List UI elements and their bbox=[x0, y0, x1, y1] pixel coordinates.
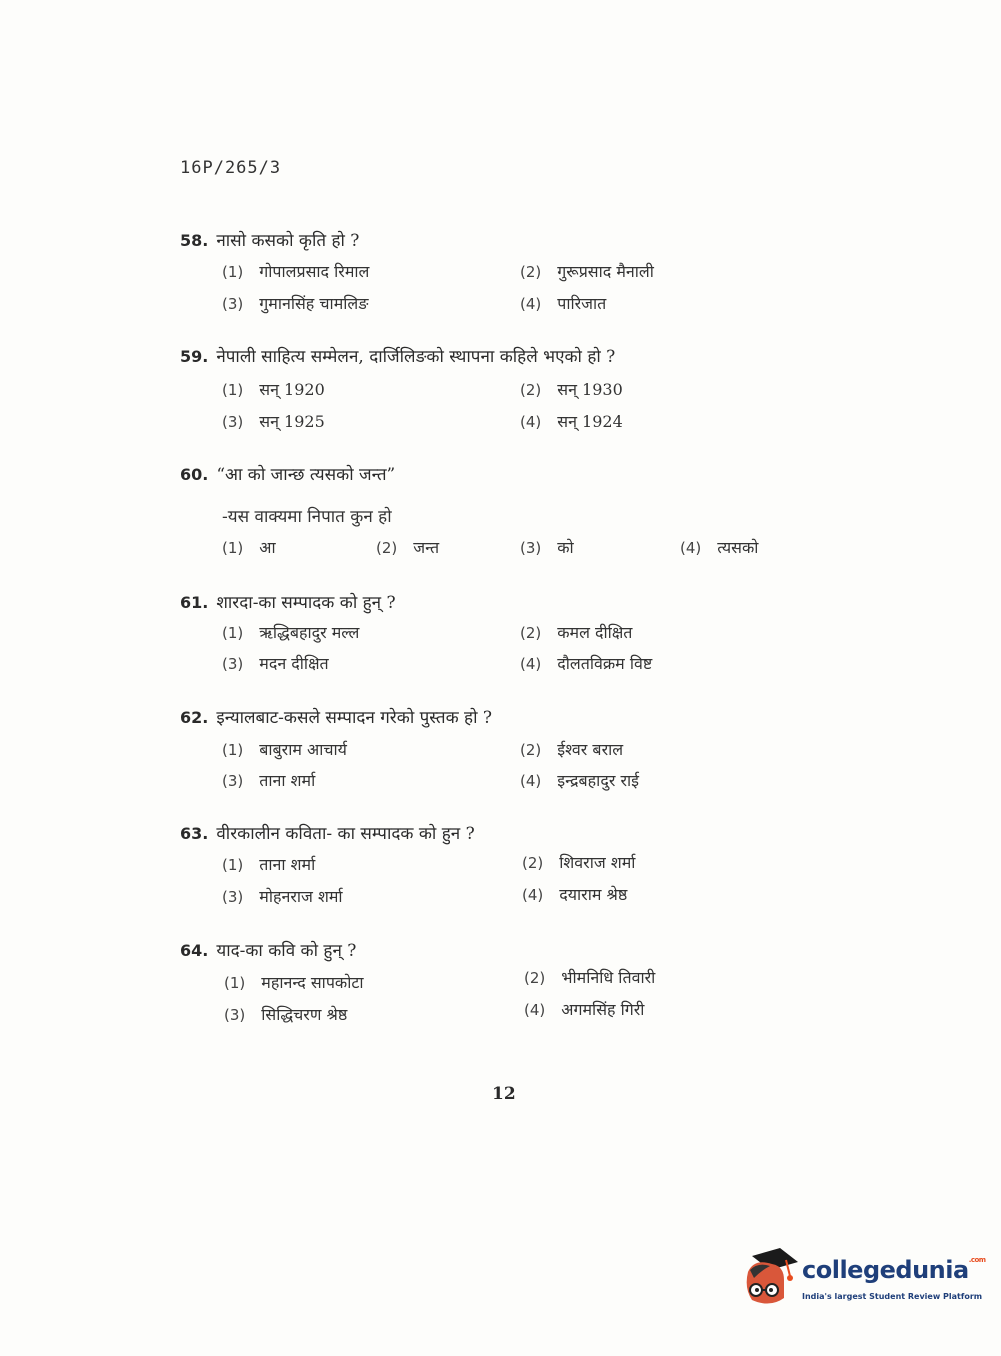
option-number: (4) bbox=[520, 295, 542, 313]
option-text: दयाराम श्रेष्ठ bbox=[559, 885, 628, 904]
option-number: (4) bbox=[520, 772, 542, 790]
question-number: 62. bbox=[180, 708, 209, 727]
option-2 bbox=[520, 260, 654, 282]
option-4 bbox=[520, 410, 623, 432]
option-number: (3) bbox=[520, 539, 542, 557]
mascot-icon bbox=[740, 1248, 800, 1314]
option-number: (1) bbox=[222, 741, 244, 759]
option-number: (2) bbox=[520, 741, 542, 759]
option-text: जन्त bbox=[413, 538, 440, 557]
option-number: (3) bbox=[222, 772, 244, 790]
option-text: मदन दीक्षित bbox=[259, 654, 329, 673]
option-number: (2) bbox=[522, 854, 544, 872]
option-text: अगमसिंह गिरी bbox=[561, 1000, 645, 1019]
option-1 bbox=[222, 378, 325, 400]
option-text: सिद्धिचरण श्रेष्ठ bbox=[261, 1005, 348, 1024]
option-4 bbox=[520, 292, 606, 314]
option-text: ईश्वर बराल bbox=[557, 740, 624, 759]
question-number: 60. bbox=[180, 465, 209, 484]
option-number: (4) bbox=[520, 655, 542, 673]
option-text: मोहनराज शर्मा bbox=[259, 887, 343, 906]
option-4 bbox=[520, 769, 639, 791]
option-3 bbox=[224, 1003, 347, 1025]
option-text: त्यसको bbox=[717, 538, 759, 557]
option-3 bbox=[222, 292, 368, 314]
option-number: (2) bbox=[376, 539, 398, 557]
option-3 bbox=[222, 769, 315, 791]
option-2 bbox=[522, 851, 635, 873]
question-number: 63. bbox=[180, 824, 209, 843]
option-1 bbox=[222, 853, 315, 875]
option-1 bbox=[222, 260, 369, 282]
option-number: (1) bbox=[222, 624, 244, 642]
question-text bbox=[180, 938, 356, 961]
option-text: इन्द्रबहादुर राई bbox=[557, 771, 639, 790]
logo-name: collegedunia bbox=[802, 1256, 969, 1284]
option-2 bbox=[524, 966, 655, 988]
option-3 bbox=[222, 885, 343, 907]
option-2 bbox=[376, 536, 439, 558]
option-text: बाबुराम आचार्य bbox=[259, 740, 347, 759]
option-text: शिवराज शर्मा bbox=[559, 853, 636, 872]
option-number: (3) bbox=[224, 1006, 246, 1024]
option-text: भीमनिधि तिवारी bbox=[561, 968, 656, 987]
option-text: गोपालप्रसाद रिमाल bbox=[259, 262, 370, 281]
question-number: 64. bbox=[180, 941, 209, 960]
option-text: आ bbox=[259, 538, 276, 557]
option-text: सन् 1930 bbox=[557, 380, 623, 399]
option-1 bbox=[224, 971, 364, 993]
option-text: सन् 1925 bbox=[259, 412, 325, 431]
question-stem: “आ को जान्छ त्यसको जन्त” bbox=[216, 465, 396, 485]
question-text bbox=[180, 344, 615, 367]
question-text bbox=[180, 705, 492, 728]
question-stem: इन्यालबाट-कसले सम्पादन गरेको पुस्तक हो ? bbox=[216, 708, 492, 728]
option-number: (4) bbox=[522, 886, 544, 904]
logo-tagline: India's largest Student Review Platform bbox=[802, 1292, 983, 1301]
option-text: को bbox=[557, 538, 574, 557]
question-stem: शारदा-का सम्पादक को हुन् ? bbox=[216, 593, 396, 613]
option-text: ताना शर्मा bbox=[259, 771, 316, 790]
option-3 bbox=[222, 410, 325, 432]
option-4 bbox=[680, 536, 758, 558]
option-number: (1) bbox=[222, 539, 244, 557]
option-number: (2) bbox=[524, 969, 546, 987]
option-4 bbox=[520, 652, 652, 674]
question-text bbox=[180, 821, 475, 844]
option-number: (2) bbox=[520, 263, 542, 281]
option-2 bbox=[520, 378, 623, 400]
logo-suffix: .com bbox=[968, 1256, 986, 1264]
option-number: (1) bbox=[222, 381, 244, 399]
option-number: (3) bbox=[222, 888, 244, 906]
option-text: ताना शर्मा bbox=[259, 855, 316, 874]
option-text: पारिजात bbox=[557, 294, 607, 313]
option-4 bbox=[522, 883, 627, 905]
question-text bbox=[180, 228, 359, 251]
option-number: (1) bbox=[222, 856, 244, 874]
option-text: कमल दीक्षित bbox=[557, 623, 633, 642]
paper-code: 16P/265/3 bbox=[180, 158, 282, 178]
option-4 bbox=[524, 998, 644, 1020]
question-number: 58. bbox=[180, 231, 209, 250]
question-stem: याद-का कवि को हुन् ? bbox=[216, 941, 357, 961]
question-stem: नेपाली साहित्य सम्मेलन, दार्जिलिङको स्थापना कहिले भएको हो ? bbox=[216, 347, 616, 367]
option-number: (4) bbox=[680, 539, 702, 557]
option-3 bbox=[520, 536, 574, 558]
option-text: दौलतविक्रम विष्ट bbox=[557, 654, 653, 673]
question-number: 61. bbox=[180, 593, 209, 612]
option-text: गुमानसिंह चामलिङ bbox=[259, 294, 369, 313]
option-text: सन् 1924 bbox=[557, 412, 623, 431]
option-1 bbox=[222, 621, 359, 643]
question-stem: वीरकालीन कविता- का सम्पादक को हुन ? bbox=[216, 824, 475, 844]
question-subtext: -यस वाक्यमा निपात कुन हो bbox=[222, 507, 392, 527]
option-text: ऋद्धिबहादुर मल्ल bbox=[259, 623, 360, 642]
option-number: (3) bbox=[222, 413, 244, 431]
option-3 bbox=[222, 652, 329, 674]
logo-wordmark bbox=[802, 1256, 986, 1284]
option-number: (1) bbox=[222, 263, 244, 281]
option-text: महानन्द सापकोटा bbox=[261, 973, 364, 992]
option-1 bbox=[222, 536, 276, 558]
option-number: (3) bbox=[222, 655, 244, 673]
option-number: (3) bbox=[222, 295, 244, 313]
question-stem: नासो कसको कृति हो ? bbox=[216, 231, 360, 251]
option-number: (2) bbox=[520, 624, 542, 642]
option-2 bbox=[520, 621, 632, 643]
option-number: (4) bbox=[524, 1001, 546, 1019]
collegedunia-logo[interactable] bbox=[740, 1246, 986, 1316]
option-2 bbox=[520, 738, 623, 760]
question-number: 59. bbox=[180, 347, 209, 366]
question-text bbox=[180, 590, 396, 613]
option-number: (1) bbox=[224, 974, 246, 992]
question-text bbox=[180, 462, 395, 485]
option-1 bbox=[222, 738, 347, 760]
page-number: 12 bbox=[492, 1084, 516, 1104]
option-text: गुरूप्रसाद मैनाली bbox=[557, 262, 654, 281]
option-number: (2) bbox=[520, 381, 542, 399]
option-text: सन् 1920 bbox=[259, 380, 325, 399]
option-number: (4) bbox=[520, 413, 542, 431]
